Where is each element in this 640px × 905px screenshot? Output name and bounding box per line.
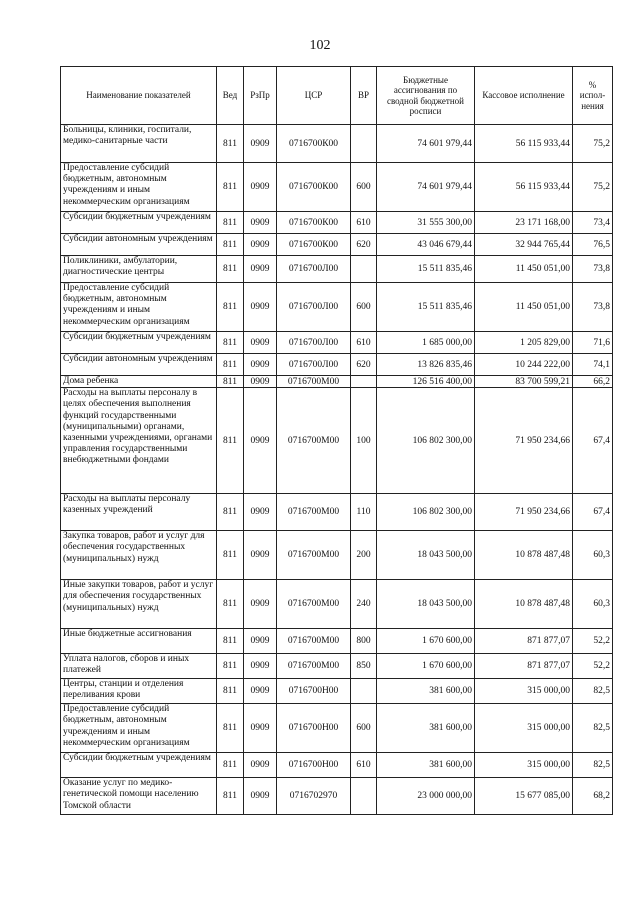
row-percent: 82,5 xyxy=(573,679,613,704)
row-cash: 871 877,07 xyxy=(475,629,573,654)
row-percent: 67,4 xyxy=(573,388,613,494)
row-csr: 0716700К00 xyxy=(277,125,351,163)
row-rzpr: 0909 xyxy=(244,332,277,354)
row-name: Иные закупки товаров, работ и услуг для обеспечения государственных (муниципальных) нужд xyxy=(61,580,217,629)
row-vr: 620 xyxy=(351,354,377,376)
row-ved: 811 xyxy=(217,580,244,629)
row-percent: 73,8 xyxy=(573,256,613,283)
header-cash: Кассовое исполнение xyxy=(475,67,573,125)
row-percent: 66,2 xyxy=(573,376,613,388)
row-csr: 0716700К00 xyxy=(277,163,351,212)
header-budget: Бюджетные ассигнования по сводной бюджетной росписи xyxy=(377,67,475,125)
table-row xyxy=(61,494,613,531)
row-name: Субсидии бюджетным учреждениям xyxy=(61,332,217,354)
row-rzpr: 0909 xyxy=(244,256,277,283)
row-name: Оказание услуг по медико-генетической помощи населению Томской области xyxy=(61,778,217,815)
row-cash: 15 677 085,00 xyxy=(475,778,573,815)
row-name: Субсидии автономным учреждениям xyxy=(61,354,217,376)
row-rzpr: 0909 xyxy=(244,753,277,778)
table-row xyxy=(61,125,613,163)
row-budget: 13 826 835,46 xyxy=(377,354,475,376)
row-name: Центры, станции и отделения переливания крови xyxy=(61,679,217,704)
header-vr: ВР xyxy=(351,67,377,125)
row-budget: 74 601 979,44 xyxy=(377,163,475,212)
row-vr xyxy=(351,679,377,704)
row-vr xyxy=(351,376,377,388)
row-vr: 200 xyxy=(351,531,377,580)
row-cash: 315 000,00 xyxy=(475,679,573,704)
row-vr: 600 xyxy=(351,163,377,212)
row-cash: 11 450 051,00 xyxy=(475,256,573,283)
row-csr: 0716700М00 xyxy=(277,531,351,580)
row-budget: 106 802 300,00 xyxy=(377,494,475,531)
table-row xyxy=(61,354,613,376)
row-csr: 0716700М00 xyxy=(277,376,351,388)
row-name: Субсидии бюджетным учреждениям xyxy=(61,753,217,778)
row-rzpr: 0909 xyxy=(244,125,277,163)
row-cash: 71 950 234,66 xyxy=(475,494,573,531)
row-ved: 811 xyxy=(217,256,244,283)
row-percent: 75,2 xyxy=(573,125,613,163)
row-percent: 52,2 xyxy=(573,629,613,654)
row-vr xyxy=(351,125,377,163)
header-ved: Вед xyxy=(217,67,244,125)
row-budget: 1 670 600,00 xyxy=(377,629,475,654)
row-rzpr: 0909 xyxy=(244,531,277,580)
row-csr: 0716700М00 xyxy=(277,654,351,679)
row-ved: 811 xyxy=(217,354,244,376)
row-budget: 18 043 500,00 xyxy=(377,580,475,629)
row-name: Предоставление субсидий бюджетным, автономным учреждениям и иным некоммерческим организациям xyxy=(61,704,217,753)
row-vr: 600 xyxy=(351,283,377,332)
row-vr xyxy=(351,256,377,283)
row-ved: 811 xyxy=(217,234,244,256)
row-budget: 15 511 835,46 xyxy=(377,283,475,332)
row-csr: 0716700М00 xyxy=(277,629,351,654)
row-budget: 1 670 600,00 xyxy=(377,654,475,679)
row-ved: 811 xyxy=(217,388,244,494)
table-header-row xyxy=(61,67,613,125)
row-csr: 0716700Н00 xyxy=(277,753,351,778)
row-rzpr: 0909 xyxy=(244,580,277,629)
row-ved: 811 xyxy=(217,679,244,704)
row-vr xyxy=(351,778,377,815)
row-budget: 381 600,00 xyxy=(377,704,475,753)
row-budget: 126 516 400,00 xyxy=(377,376,475,388)
table-row xyxy=(61,332,613,354)
row-percent: 82,5 xyxy=(573,753,613,778)
table-row xyxy=(61,629,613,654)
table-row xyxy=(61,679,613,704)
row-csr: 0716700Л00 xyxy=(277,283,351,332)
row-percent: 68,2 xyxy=(573,778,613,815)
row-csr: 0716700Л00 xyxy=(277,332,351,354)
row-cash: 56 115 933,44 xyxy=(475,125,573,163)
row-csr: 0716702970 xyxy=(277,778,351,815)
row-percent: 75,2 xyxy=(573,163,613,212)
table-row xyxy=(61,376,613,388)
row-rzpr: 0909 xyxy=(244,354,277,376)
row-csr: 0716700М00 xyxy=(277,580,351,629)
row-ved: 811 xyxy=(217,376,244,388)
row-name: Предоставление субсидий бюджетным, автономным учреждениям и иным некоммерческим организациям xyxy=(61,163,217,212)
row-rzpr: 0909 xyxy=(244,376,277,388)
row-name: Субсидии бюджетным учреждениям xyxy=(61,212,217,234)
row-cash: 83 700 599,21 xyxy=(475,376,573,388)
row-name: Уплата налогов, сборов и иных платежей xyxy=(61,654,217,679)
row-rzpr: 0909 xyxy=(244,388,277,494)
table-row xyxy=(61,531,613,580)
header-name: Наименование показателей xyxy=(61,67,217,125)
row-cash: 11 450 051,00 xyxy=(475,283,573,332)
table-row xyxy=(61,212,613,234)
table-row xyxy=(61,778,613,815)
row-cash: 32 944 765,44 xyxy=(475,234,573,256)
row-ved: 811 xyxy=(217,704,244,753)
row-percent: 73,8 xyxy=(573,283,613,332)
row-name: Иные бюджетные ассигнования xyxy=(61,629,217,654)
row-percent: 60,3 xyxy=(573,580,613,629)
row-ved: 811 xyxy=(217,753,244,778)
row-ved: 811 xyxy=(217,629,244,654)
header-csr: ЦСР xyxy=(277,67,351,125)
header-rzpr: РзПр xyxy=(244,67,277,125)
row-percent: 76,5 xyxy=(573,234,613,256)
table-row xyxy=(61,654,613,679)
page-number: 102 xyxy=(309,38,331,53)
table-row xyxy=(61,163,613,212)
row-ved: 811 xyxy=(217,212,244,234)
table-body xyxy=(61,125,613,815)
row-csr: 0716700Н00 xyxy=(277,704,351,753)
table-row xyxy=(61,234,613,256)
row-vr: 110 xyxy=(351,494,377,531)
row-rzpr: 0909 xyxy=(244,679,277,704)
row-cash: 71 950 234,66 xyxy=(475,388,573,494)
row-vr: 800 xyxy=(351,629,377,654)
row-cash: 56 115 933,44 xyxy=(475,163,573,212)
row-cash: 10 878 487,48 xyxy=(475,531,573,580)
row-cash: 315 000,00 xyxy=(475,753,573,778)
row-csr: 0716700Л00 xyxy=(277,256,351,283)
row-cash: 1 205 829,00 xyxy=(475,332,573,354)
row-cash: 871 877,07 xyxy=(475,654,573,679)
row-vr: 240 xyxy=(351,580,377,629)
row-ved: 811 xyxy=(217,283,244,332)
row-ved: 811 xyxy=(217,778,244,815)
row-vr: 610 xyxy=(351,212,377,234)
row-csr: 0716700Н00 xyxy=(277,679,351,704)
table-row xyxy=(61,388,613,494)
table-row xyxy=(61,283,613,332)
row-budget: 1 685 000,00 xyxy=(377,332,475,354)
row-budget: 381 600,00 xyxy=(377,753,475,778)
row-vr: 610 xyxy=(351,753,377,778)
row-rzpr: 0909 xyxy=(244,778,277,815)
row-csr: 0716700М00 xyxy=(277,388,351,494)
row-percent: 52,2 xyxy=(573,654,613,679)
row-budget: 18 043 500,00 xyxy=(377,531,475,580)
row-budget: 43 046 679,44 xyxy=(377,234,475,256)
row-budget: 31 555 300,00 xyxy=(377,212,475,234)
row-ved: 811 xyxy=(217,531,244,580)
table-row xyxy=(61,580,613,629)
row-budget: 106 802 300,00 xyxy=(377,388,475,494)
row-rzpr: 0909 xyxy=(244,163,277,212)
row-cash: 315 000,00 xyxy=(475,704,573,753)
row-ved: 811 xyxy=(217,494,244,531)
row-rzpr: 0909 xyxy=(244,283,277,332)
row-budget: 381 600,00 xyxy=(377,679,475,704)
row-name: Дома ребенка xyxy=(61,376,217,388)
row-rzpr: 0909 xyxy=(244,629,277,654)
row-csr: 0716700М00 xyxy=(277,494,351,531)
row-rzpr: 0909 xyxy=(244,654,277,679)
row-cash: 10 244 222,00 xyxy=(475,354,573,376)
row-vr: 850 xyxy=(351,654,377,679)
row-percent: 60,3 xyxy=(573,531,613,580)
header-percent: % испол-нения xyxy=(573,67,613,125)
row-name: Больницы, клиники, госпитали, медико-санитарные части xyxy=(61,125,217,163)
row-vr: 100 xyxy=(351,388,377,494)
row-percent: 82,5 xyxy=(573,704,613,753)
row-ved: 811 xyxy=(217,332,244,354)
row-name: Закупка товаров, работ и услуг для обеспечения государственных (муниципальных) нужд xyxy=(61,531,217,580)
row-csr: 0716700К00 xyxy=(277,212,351,234)
row-vr: 610 xyxy=(351,332,377,354)
table-row xyxy=(61,256,613,283)
row-percent: 73,4 xyxy=(573,212,613,234)
row-percent: 74,1 xyxy=(573,354,613,376)
row-csr: 0716700К00 xyxy=(277,234,351,256)
row-vr: 620 xyxy=(351,234,377,256)
budget-table xyxy=(60,66,613,815)
table-row xyxy=(61,753,613,778)
row-cash: 23 171 168,00 xyxy=(475,212,573,234)
row-rzpr: 0909 xyxy=(244,704,277,753)
row-name: Расходы на выплаты персоналу казенных учреждений xyxy=(61,494,217,531)
row-rzpr: 0909 xyxy=(244,234,277,256)
row-budget: 23 000 000,00 xyxy=(377,778,475,815)
row-budget: 74 601 979,44 xyxy=(377,125,475,163)
row-vr: 600 xyxy=(351,704,377,753)
row-percent: 67,4 xyxy=(573,494,613,531)
row-ved: 811 xyxy=(217,163,244,212)
row-name: Предоставление субсидий бюджетным, автономным учреждениям и иным некоммерческим организациям xyxy=(61,283,217,332)
row-csr: 0716700Л00 xyxy=(277,354,351,376)
row-ved: 811 xyxy=(217,654,244,679)
row-name: Поликлиники, амбулатории, диагностические центры xyxy=(61,256,217,283)
row-cash: 10 878 487,48 xyxy=(475,580,573,629)
row-ved: 811 xyxy=(217,125,244,163)
table-row xyxy=(61,704,613,753)
row-rzpr: 0909 xyxy=(244,494,277,531)
row-budget: 15 511 835,46 xyxy=(377,256,475,283)
row-rzpr: 0909 xyxy=(244,212,277,234)
row-name: Расходы на выплаты персоналу в целях обеспечения выполнения функций государственными (муниципальными) органами, казенными учреждениями, органами управления государственными внебюджетными фондами xyxy=(61,388,217,494)
row-name: Субсидии автономным учреждениям xyxy=(61,234,217,256)
row-percent: 71,6 xyxy=(573,332,613,354)
